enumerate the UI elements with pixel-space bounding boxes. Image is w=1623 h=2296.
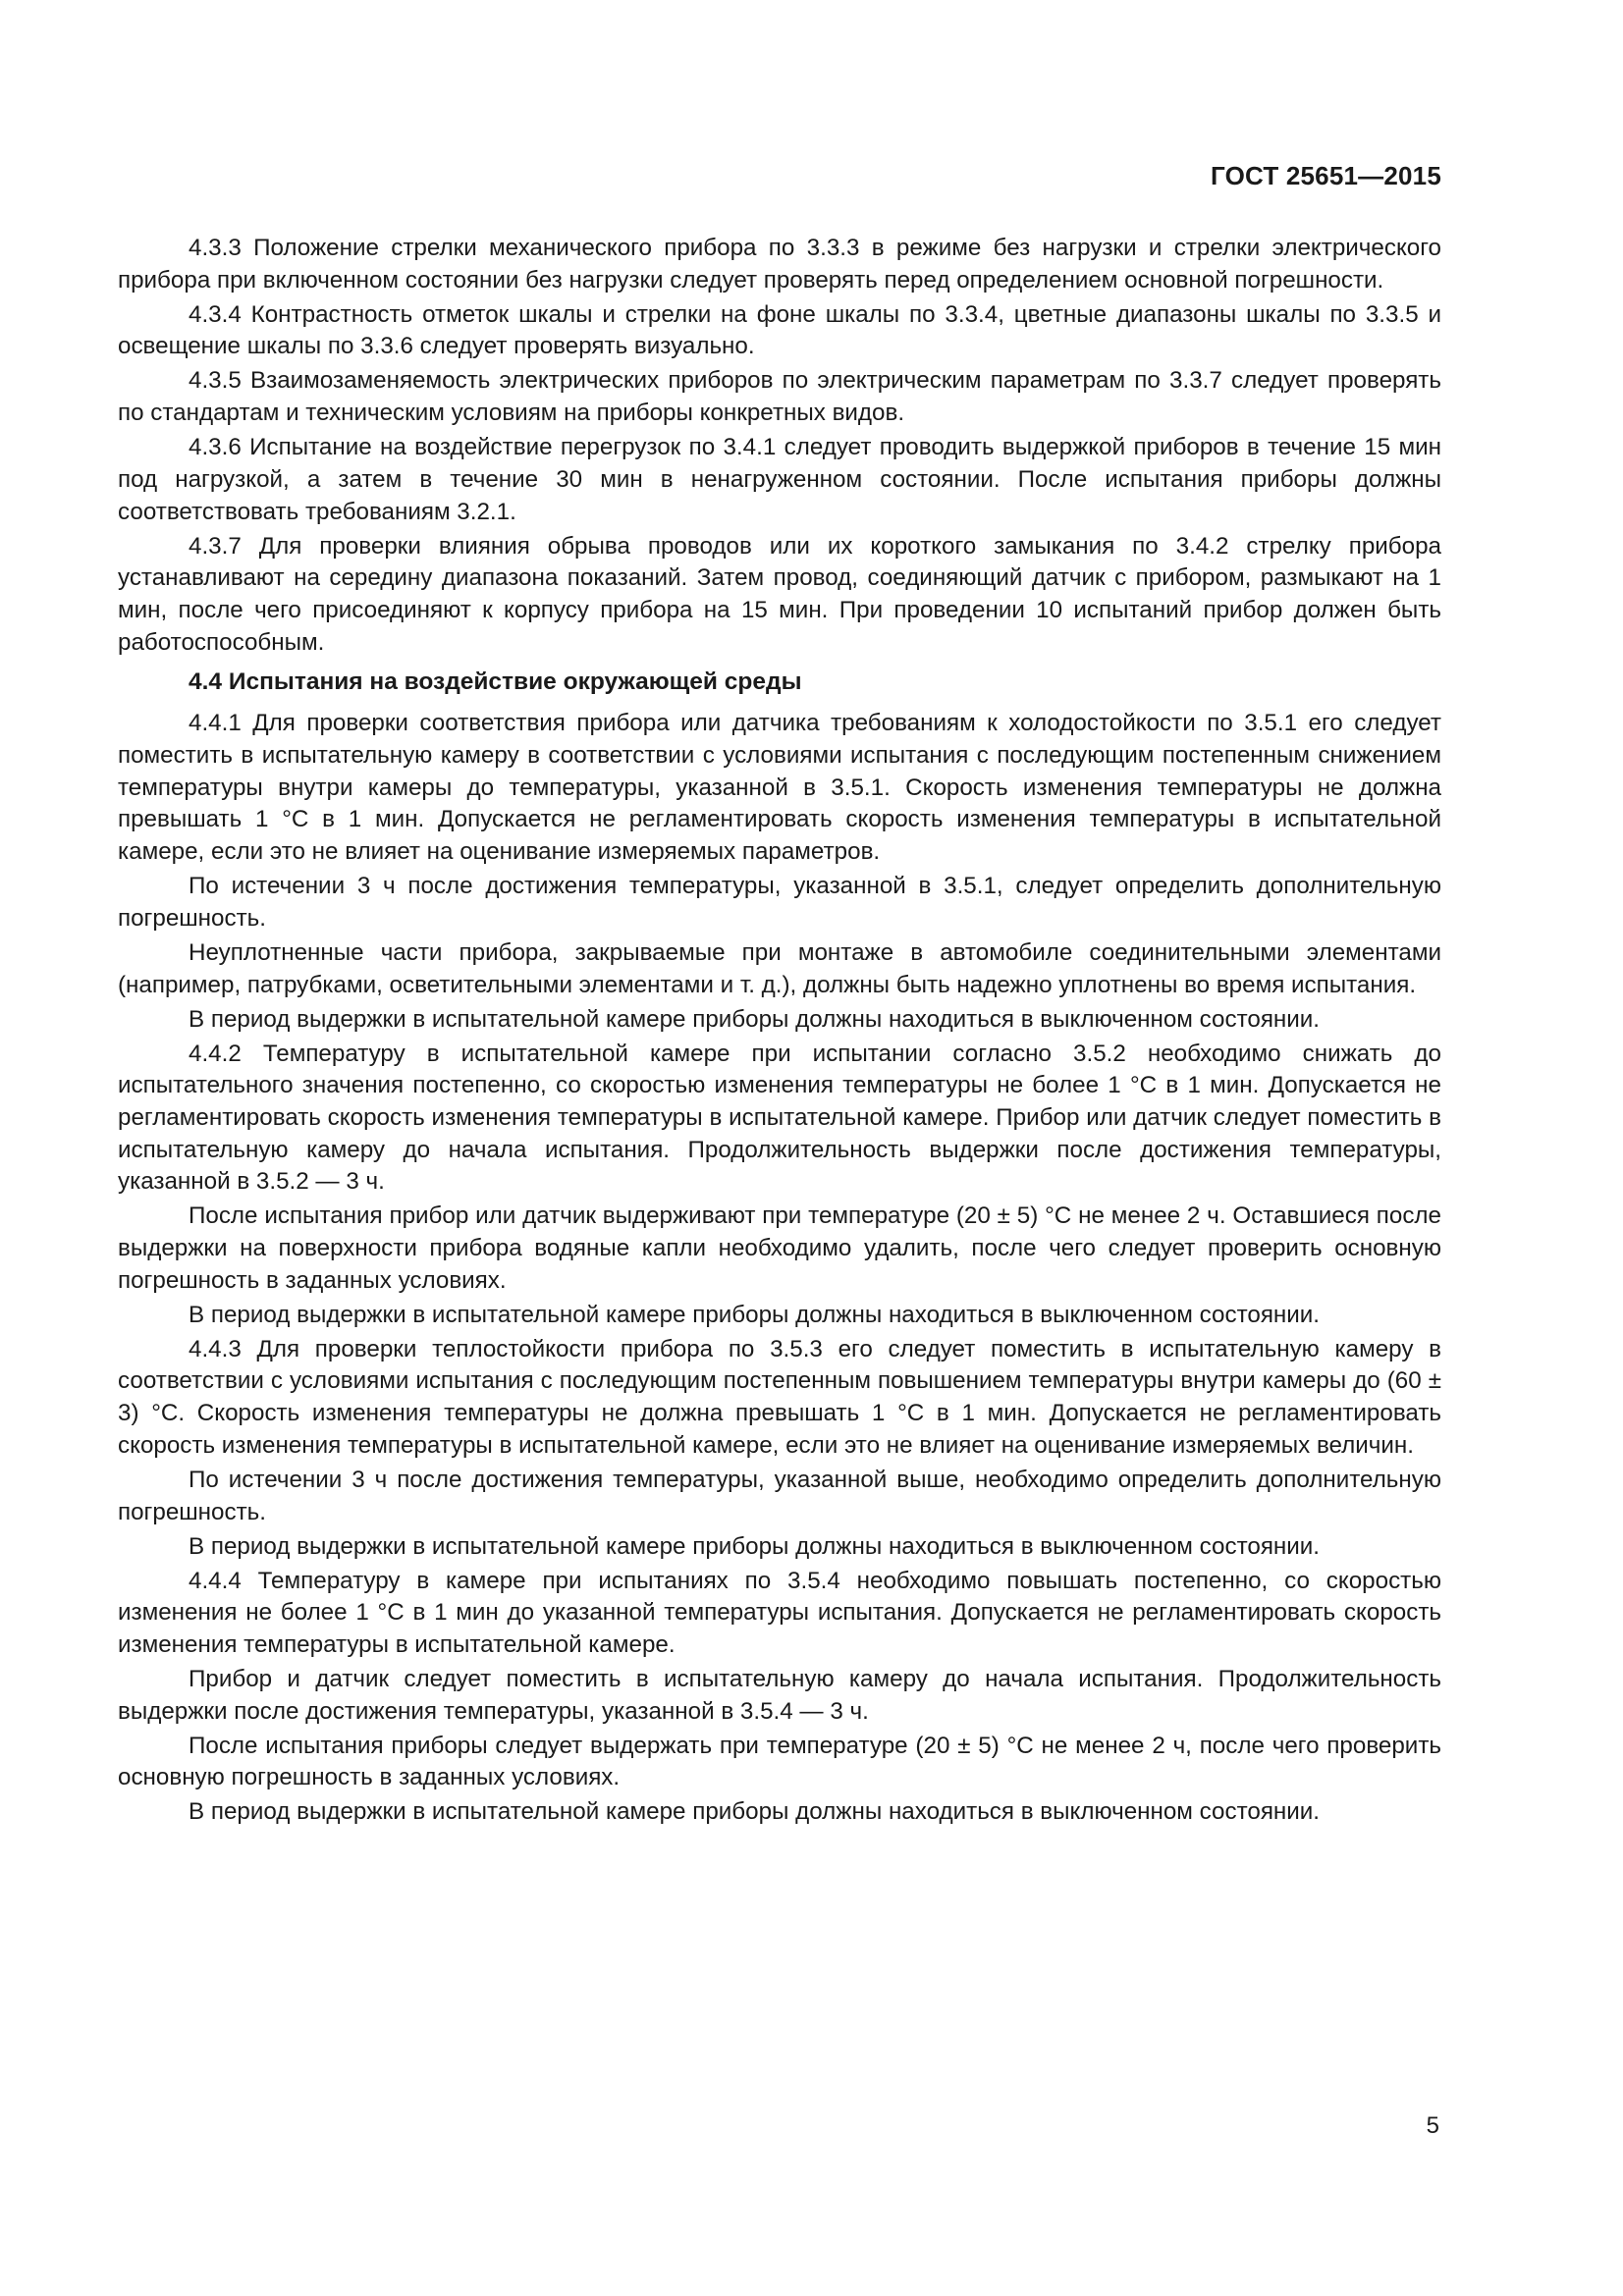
paragraph: После испытания приборы следует выдержать при температуре (20 ± 5) °С не менее 2 ч, после чего проверить основную погрешность в заданных условиях. xyxy=(118,1732,1441,1791)
paragraph: В период выдержки в испытательной камере приборы должны находиться в выключенном состоянии. xyxy=(189,1798,1321,1826)
paragraph-4-4-3: 4.4.3 Для проверки теплостойкости прибора по 3.5.3 его следует поместить в испытательную камеру в соответствии с условиями испытания с последующим постепенным повышением температуры внутри камеры до (60 ± 3) °С. Скорость изменения температуры не должна превышать 1 °С в 1 мин. Допускается не регламентировать скорость изменения температуры в испытательной камере, если это не влияет на оценивание измеряемых величин. xyxy=(118,1335,1441,1459)
section-heading-4-4: 4.4 Испытания на воздействие окружающей среды xyxy=(189,668,802,696)
paragraph-4-3-4: 4.3.4 Контрастность отметок шкалы и стрелки на фоне шкалы по 3.3.4, цветные диапазоны шкалы по 3.3.5 и освещение шкалы по 3.3.6 следует проверять визуально. xyxy=(118,300,1441,360)
paragraph-4-4-1: 4.4.1 Для проверки соответствия прибора или датчика требованиям к холодостойкости по 3.5.1 его следует поместить в испытательную камеру в соответствии с условиями испытания с последующим постепенным снижением температуры внутри камеры до температуры, указанной в 3.5.1. Скорость изменения температуры не должна превышать 1 °С в 1 мин. Допускается не регламентировать скорость изменения температуры в испытательной камере, если это не влияет на оценивание измеряемых параметров. xyxy=(118,710,1441,866)
paragraph-4-3-3: 4.3.3 Положение стрелки механического прибора по 3.3.3 в режиме без нагрузки и стрелки электрического прибора при включенном состоянии без нагрузки следует проверять перед определением основной погрешности. xyxy=(118,235,1441,294)
paragraph: После испытания прибор или датчик выдерживают при температуре (20 ± 5) °С не менее 2 ч. Оставшиеся после выдержки на поверхности прибора водяные капли необходимо удалить, после чего следует проверить основную погрешность в заданных условиях. xyxy=(118,1202,1441,1294)
paragraph: В период выдержки в испытательной камере приборы должны находиться в выключенном состоянии. xyxy=(189,1532,1321,1560)
paragraph: Неуплотненные части прибора, закрываемые при монтаже в автомобиле соединительными элементами (например, патрубками, осветительными элементами и т. д.), должны быть надежно уплотнены во время испытания. xyxy=(118,938,1441,998)
paragraph: По истечении 3 ч после достижения температуры, указанной в 3.5.1, следует определить дополнительную погрешность. xyxy=(118,873,1441,932)
paragraph: В период выдержки в испытательной камере приборы должны находиться в выключенном состоянии. xyxy=(189,1301,1321,1328)
paragraph-4-3-6: 4.3.6 Испытание на воздействие перегрузок по 3.4.1 следует проводить выдержкой приборов в течение 15 мин под нагрузкой, а затем в течение 30 мин в ненагруженном состоянии. После испытания приборы должны соответствовать требованиям 3.2.1. xyxy=(118,434,1441,525)
paragraph: По истечении 3 ч после достижения температуры, указанной выше, необходимо определить дополнительную погрешность. xyxy=(118,1466,1441,1525)
page-number: 5 xyxy=(1426,2112,1439,2139)
paragraph-4-3-5: 4.3.5 Взаимозаменяемость электрических приборов по электрическим параметрам по 3.3.7 следует проверять по стандартам и техническим условиям на приборы конкретных видов. xyxy=(118,367,1441,427)
standard-header: ГОСТ 25651—2015 xyxy=(1211,161,1441,190)
paragraph: Прибор и датчик следует поместить в испытательную камеру до начала испытания. Продолжительность выдержки после достижения температуры, указанной в 3.5.4 — 3 ч. xyxy=(118,1665,1441,1725)
paragraph-4-3-7: 4.3.7 Для проверки влияния обрыва проводов или их короткого замыкания по 3.4.2 стрелку прибора устанавливают на середину диапазона показаний. Затем провод, соединяющий датчик с прибором, размыкают на 1 мин, после чего присоединяют к корпусу прибора на 15 мин. При проведении 10 испытаний прибор должен быть работоспособным. xyxy=(118,532,1441,656)
paragraph-4-4-2: 4.4.2 Температуру в испытательной камере при испытании согласно 3.5.2 необходимо снижать до испытательного значения постепенно, со скоростью изменения температуры не более 1 °С в 1 мин. Допускается не регламентировать скорость изменения температуры в испытательной камере. Прибор или датчик следует поместить в испытательную камеру до начала испытания. Продолжительность выдержки после достижения температуры, указанной в 3.5.2 — 3 ч. xyxy=(118,1040,1441,1196)
document-body xyxy=(118,233,1441,1831)
paragraph-4-4-4: 4.4.4 Температуру в камере при испытаниях по 3.5.4 необходимо повышать постепенно, со скоростью изменения не более 1 °С в 1 мин до указанной температуры испытания. Допускается не регламентировать скорость изменения температуры в испытательной камере. xyxy=(118,1567,1441,1658)
paragraph: В период выдержки в испытательной камере приборы должны находиться в выключенном состоянии. xyxy=(189,1005,1321,1033)
